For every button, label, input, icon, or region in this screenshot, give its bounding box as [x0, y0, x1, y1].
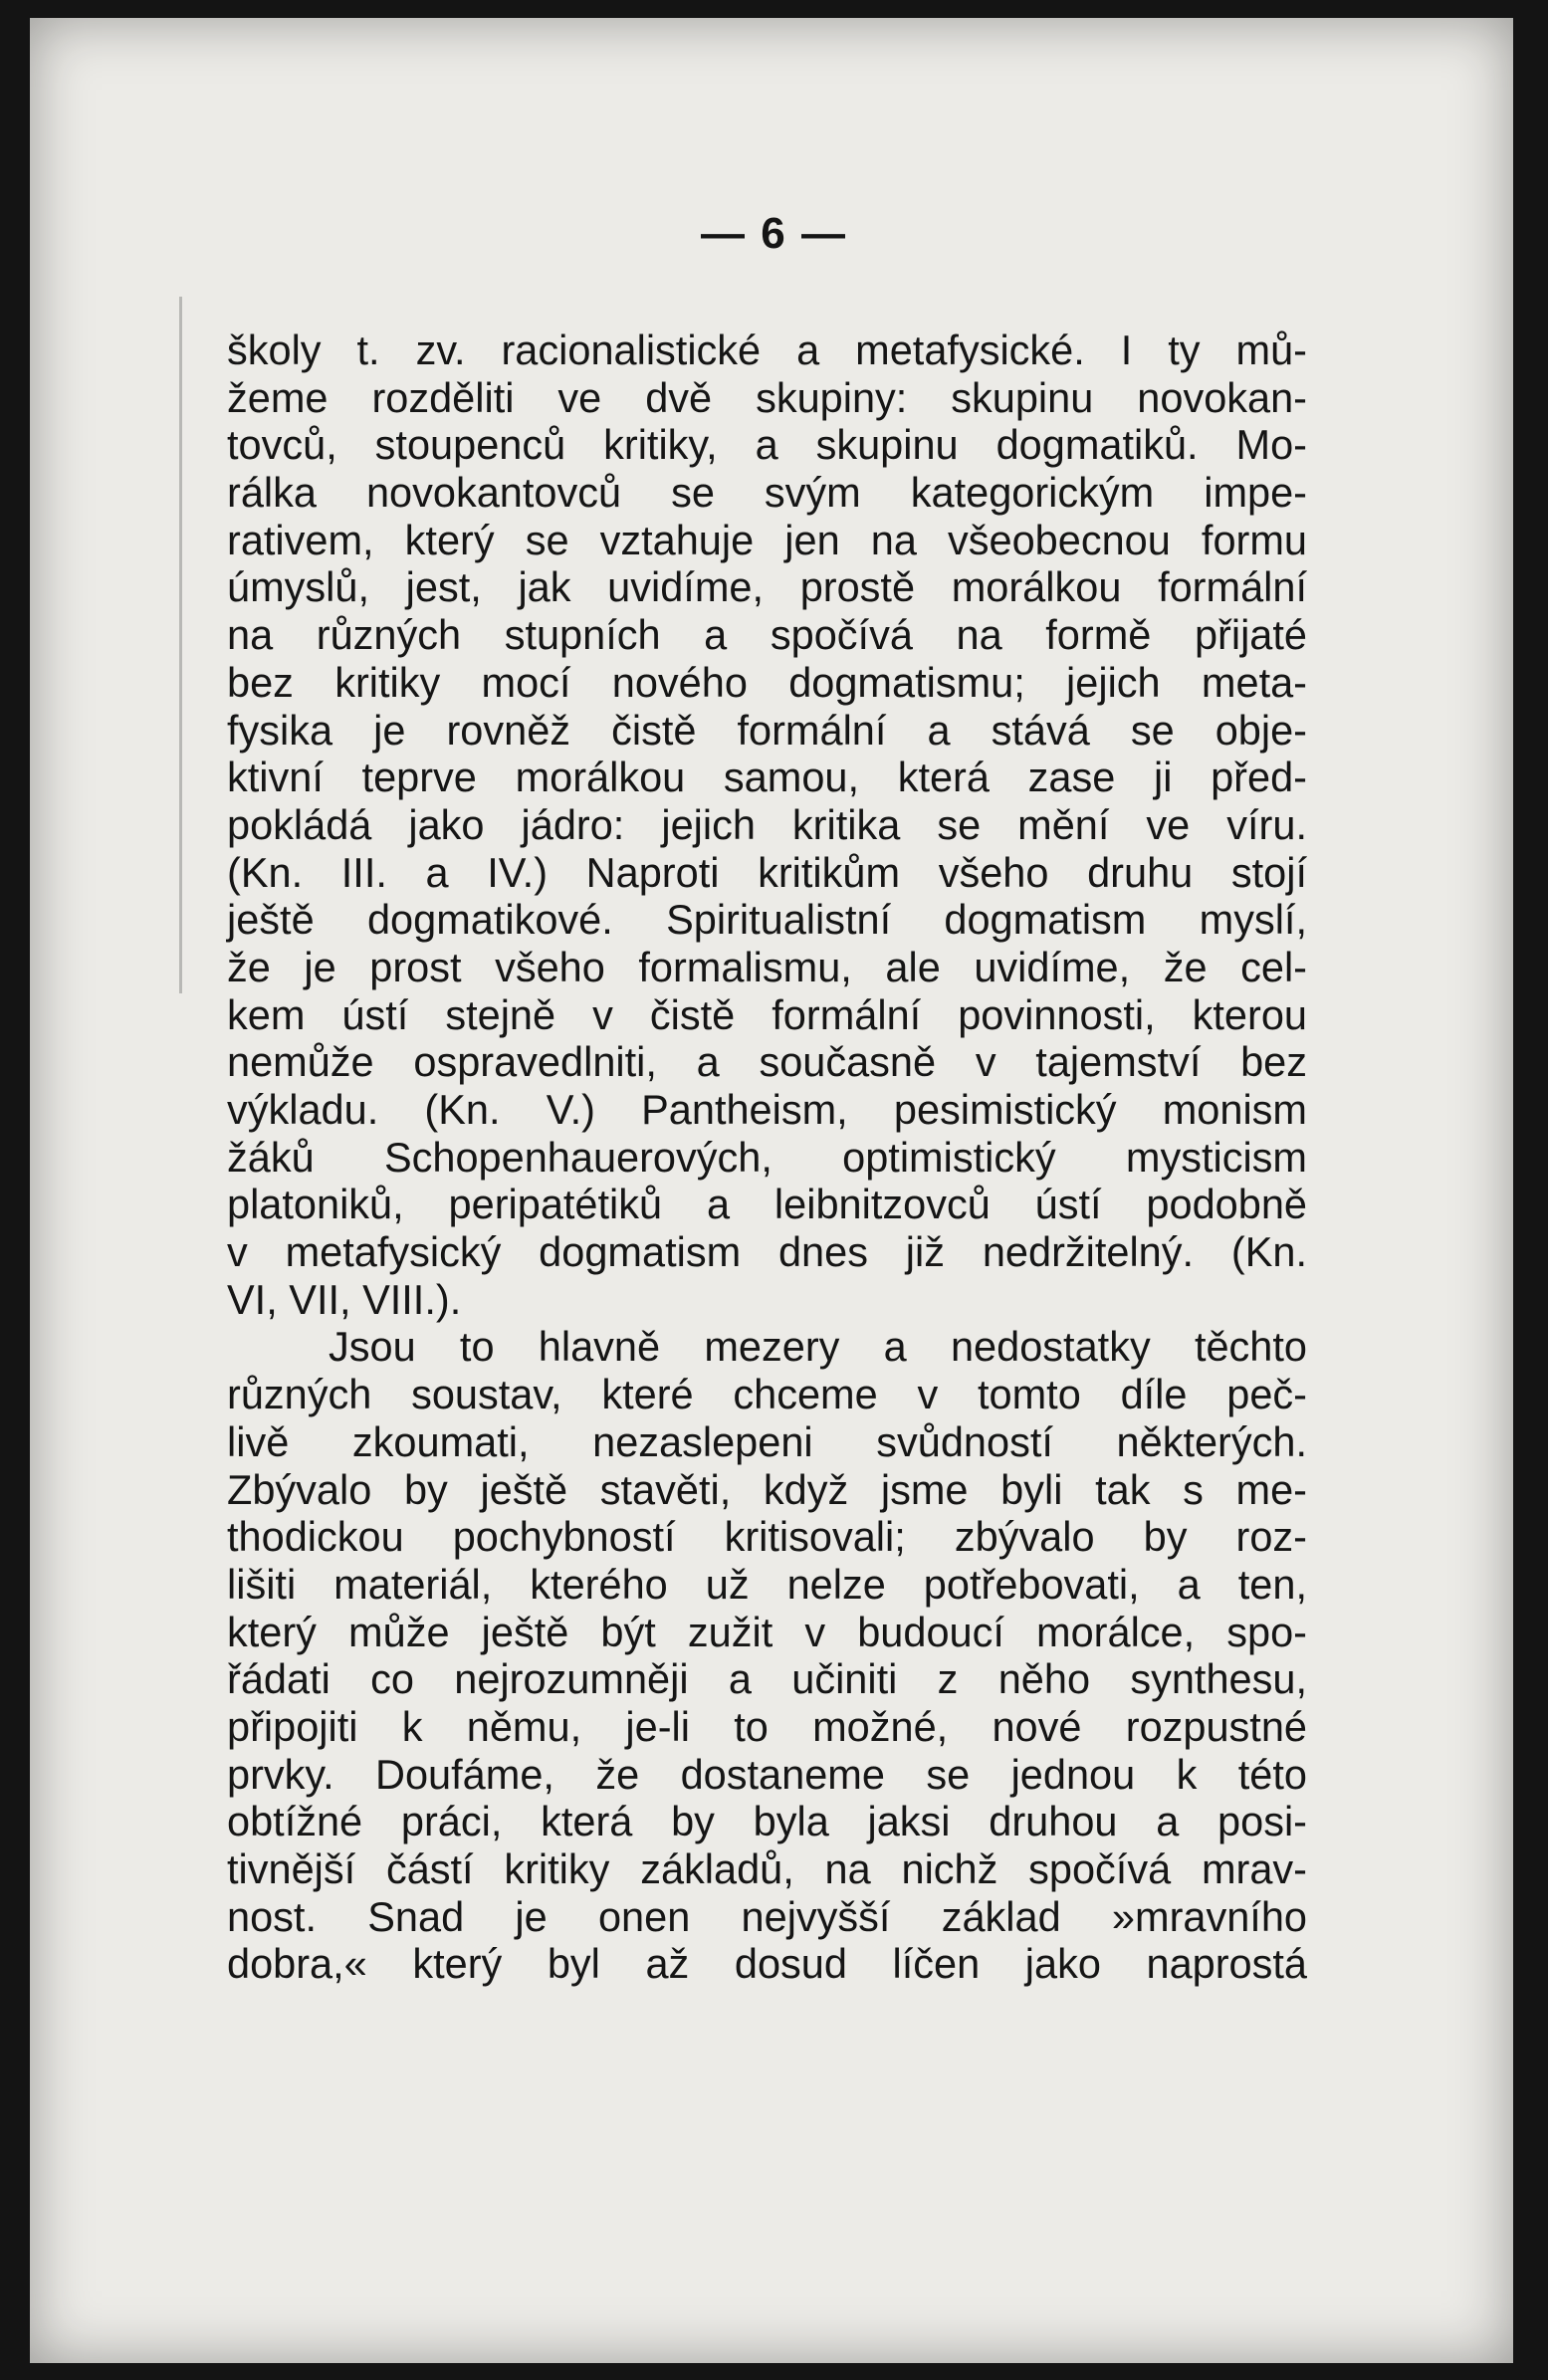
text-line: tivnější částí kritiky základů, na nichž spočívá mrav- — [227, 1845, 1307, 1892]
text-line: žáků Schopenhauerových, optimistický mysticism — [227, 1133, 1307, 1181]
text-line: který může ještě být zužit v budoucí morálce, spo- — [227, 1608, 1307, 1655]
text-line: obtížné práci, která by byla jaksi druhou a posi- — [227, 1798, 1307, 1845]
text-line: rativem, který se vztahuje jen na všeobecnou formu — [227, 516, 1307, 563]
text-line: nost. Snad je onen nejvyšší základ »mravního — [227, 1892, 1307, 1940]
text-line: fysika je rovněž čistě formální a stává se obje- — [227, 706, 1307, 754]
text-line: lišiti materiál, kterého už nelze potřebovati, a ten, — [227, 1560, 1307, 1608]
text-line: dobra,« který byl až dosud líčen jako naprostá — [227, 1940, 1307, 1988]
text-line: žeme rozděliti ve dvě skupiny: skupinu novokan- — [227, 373, 1307, 421]
text-line: livě zkoumati, nezaslepeni svůdností některých. — [227, 1417, 1307, 1465]
text-line: nemůže ospravedlniti, a současně v tajemství bez — [227, 1038, 1307, 1086]
text-line: ještě dogmatikové. Spiritualistní dogmatism myslí, — [227, 896, 1307, 944]
text-line: že je prost všeho formalismu, ale uvidíme, že cel- — [227, 943, 1307, 990]
text-line: VI, VII, VIII.). — [227, 1275, 462, 1323]
page-edge — [1513, 0, 1548, 2380]
gutter-shadow — [179, 297, 182, 993]
text-line: prvky. Doufáme, že dostaneme se jednou k této — [227, 1750, 1307, 1798]
text-line: thodickou pochybností kritisovali; zbývalo by roz- — [227, 1513, 1307, 1561]
text-line: bez kritiky mocí nového dogmatismu; jejich meta- — [227, 658, 1307, 706]
text-line: připojiti k němu, je-li to možné, nové rozpustné — [227, 1702, 1307, 1750]
text-line: školy t. zv. racionalistické a metafysické. I ty mů- — [227, 326, 1307, 373]
text-line: tovců, stoupenců kritiky, a skupinu dogmatiků. Mo- — [227, 421, 1307, 469]
text-line: úmyslů, jest, jak uvidíme, prostě morálkou formální — [227, 563, 1307, 611]
text-line: ktivní teprve morálkou samou, která zase ji před- — [227, 754, 1307, 801]
page-number: — 6 — — [701, 209, 847, 258]
text-line: Jsou to hlavně mezery a nedostatky těchto — [329, 1323, 1307, 1371]
text-line: (Kn. III. a IV.) Naproti kritikům všeho druhu stojí — [227, 848, 1307, 896]
text-line: pokládá jako jádro: jejich kritika se mění ve víru. — [227, 800, 1307, 848]
text-line: rálka novokantovců se svým kategorickým impe- — [227, 469, 1307, 517]
text-line: výkladu. (Kn. V.) Pantheism, pesimistický monism — [227, 1086, 1307, 1133]
text-line: na různých stupních a spočívá na formě přijaté — [227, 611, 1307, 659]
text-line: řádati co nejrozumněji a učiniti z něho synthesu, — [227, 1655, 1307, 1703]
text-line: v metafysický dogmatism dnes již nedržitelný. (Kn. — [227, 1228, 1307, 1276]
text-line: různých soustav, které chceme v tomto díle peč- — [227, 1371, 1307, 1418]
text-line: kem ústí stejně v čistě formální povinnosti, kterou — [227, 990, 1307, 1038]
body-text — [227, 326, 1307, 1988]
text-line: Zbývalo by ještě stavěti, když jsme byli tak s me- — [227, 1465, 1307, 1513]
text-line: platoniků, peripatétiků a leibnitzovců ústí podobně — [227, 1181, 1307, 1228]
